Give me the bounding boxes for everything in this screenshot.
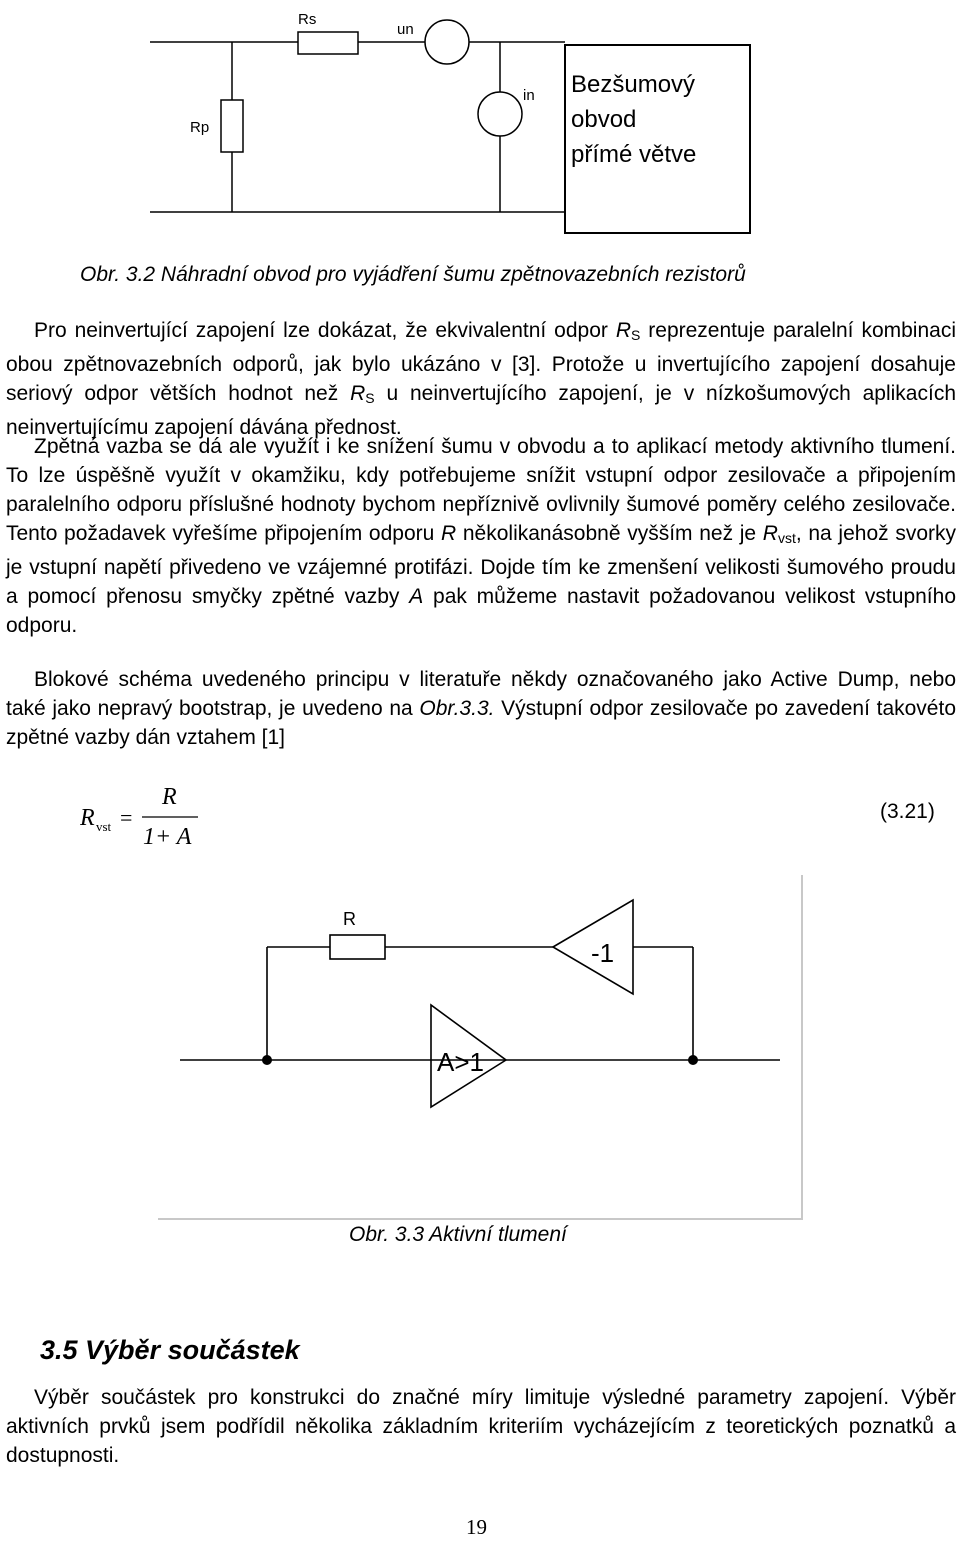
- figure-active-damping: [158, 875, 803, 1220]
- para2-text-1: Zpětná vazba se dá ale využít i ke snížení šumu v obvodu a to aplikací metody aktivního tlumení. To lze úspěšně využít v okamžiku, kdy potřebujeme snížit vstupní odpor zesilovače a připojením paralelního odporu příslušné hodnoty bychom nepříznivě ovlivnily šumové poměry celého zesilovače. Tento požadavek vyřešíme připojením odporu: [6, 435, 956, 545]
- para1-text-2: reprezentuje paralelní kombinaci obou zpětnovazebních odporů, jak bylo ukázáno v [3]. Protože u invertujícího zapojení dosahuje seriový odpor větších hodnot než: [6, 319, 956, 405]
- resistor-rs: [298, 32, 358, 54]
- label-rs: Rs: [298, 11, 317, 28]
- section-heading: 3.5 Výběr součástek: [40, 1335, 300, 1365]
- label-rp: Rp: [190, 119, 210, 136]
- voltage-source-un: [425, 20, 469, 64]
- para1-sub-s: S: [631, 327, 641, 343]
- para3-text-1: Blokové schéma uvedeného principu v literatuře někdy označovaného jako Active Dump, nebo také jako nepravý bootstrap, je uvedeno na: [6, 668, 956, 720]
- para1-text-3: u neinvertujícího zapojení, je v nízkošumových aplikacích neinvertujícímu zapojení dávána přednost.: [6, 382, 956, 439]
- eq-denominator: 1+ A: [143, 824, 192, 850]
- box-text-line3: přímé větve: [571, 141, 697, 168]
- para1-sub-s2: S: [365, 390, 375, 406]
- current-source-in: [478, 92, 522, 136]
- para1-symbol-r: R: [615, 319, 631, 342]
- section-paragraph: [6, 1383, 956, 1470]
- paragraph-3: [6, 665, 956, 752]
- junction-left: [262, 1055, 272, 1065]
- eq-lhs: R: [80, 805, 95, 831]
- label-in: in: [523, 87, 535, 104]
- eq-equals: =: [120, 805, 133, 830]
- label-un: un: [397, 21, 414, 38]
- figure2-caption: Obr. 3.3 Aktivní tlumení: [349, 1223, 567, 1246]
- equation-3-21: [80, 780, 230, 850]
- page-number: 19: [466, 1515, 487, 1539]
- label-inverter: -1: [591, 938, 615, 968]
- label-amplifier: A>1: [437, 1047, 484, 1077]
- equation-number: (3.21): [880, 800, 935, 823]
- figure-noise-equivalent-circuit: [120, 0, 840, 245]
- label-r: R: [343, 909, 356, 929]
- paragraph-2: [6, 432, 956, 640]
- para1-text-1: Pro neinvertující zapojení lze dokázat, že ekvivalentní odpor: [34, 319, 616, 342]
- para2-text-4: pak můžeme nastavit požadovanou velikost vstupního odporu.: [6, 585, 957, 637]
- para1-symbol-r2: R: [350, 382, 366, 405]
- box-text-line2: obvod: [571, 106, 637, 133]
- para2-symbol-a: A: [409, 585, 424, 608]
- para2-symbol-r: R: [441, 522, 457, 545]
- para2-text-2: několikanásobně vyšším než je: [456, 522, 763, 545]
- paragraph-1: [6, 316, 956, 442]
- eq-lhs-sub: vst: [96, 819, 112, 834]
- para2-text-3: , na jehož svorky je vstupní napětí přivedeno ve vzájemné protifázi. Dojde tím ke zmenšení velikosti šumového proudu a pomocí přenosu smyčky zpětné vazby: [6, 522, 956, 608]
- box-text-line1: Bezšumový: [571, 71, 696, 98]
- junction-right: [688, 1055, 698, 1065]
- section-text: Výběr součástek pro konstrukci do značné míry limituje výsledné parametry zapojení. Výběr aktivních prvků jsem podřídil několika základním kriteriím vycházejícím z teoretických poznatků a dostupnosti.: [6, 1386, 956, 1467]
- eq-numerator: R: [162, 784, 177, 810]
- para3-figure-ref: Obr.3.3.: [419, 697, 495, 720]
- para3-text-2: Výstupní odpor zesilovače po zavedení takovéto zpětné vazby dán vztahem [1]: [6, 697, 956, 749]
- para2-sub-vst: vst: [777, 530, 796, 546]
- figure1-caption: Obr. 3.2 Náhradní obvod pro vyjádření šumu zpětnovazebních rezistorů: [80, 263, 746, 286]
- para2-symbol-r2: R: [762, 522, 778, 545]
- resistor-rp: [221, 100, 243, 152]
